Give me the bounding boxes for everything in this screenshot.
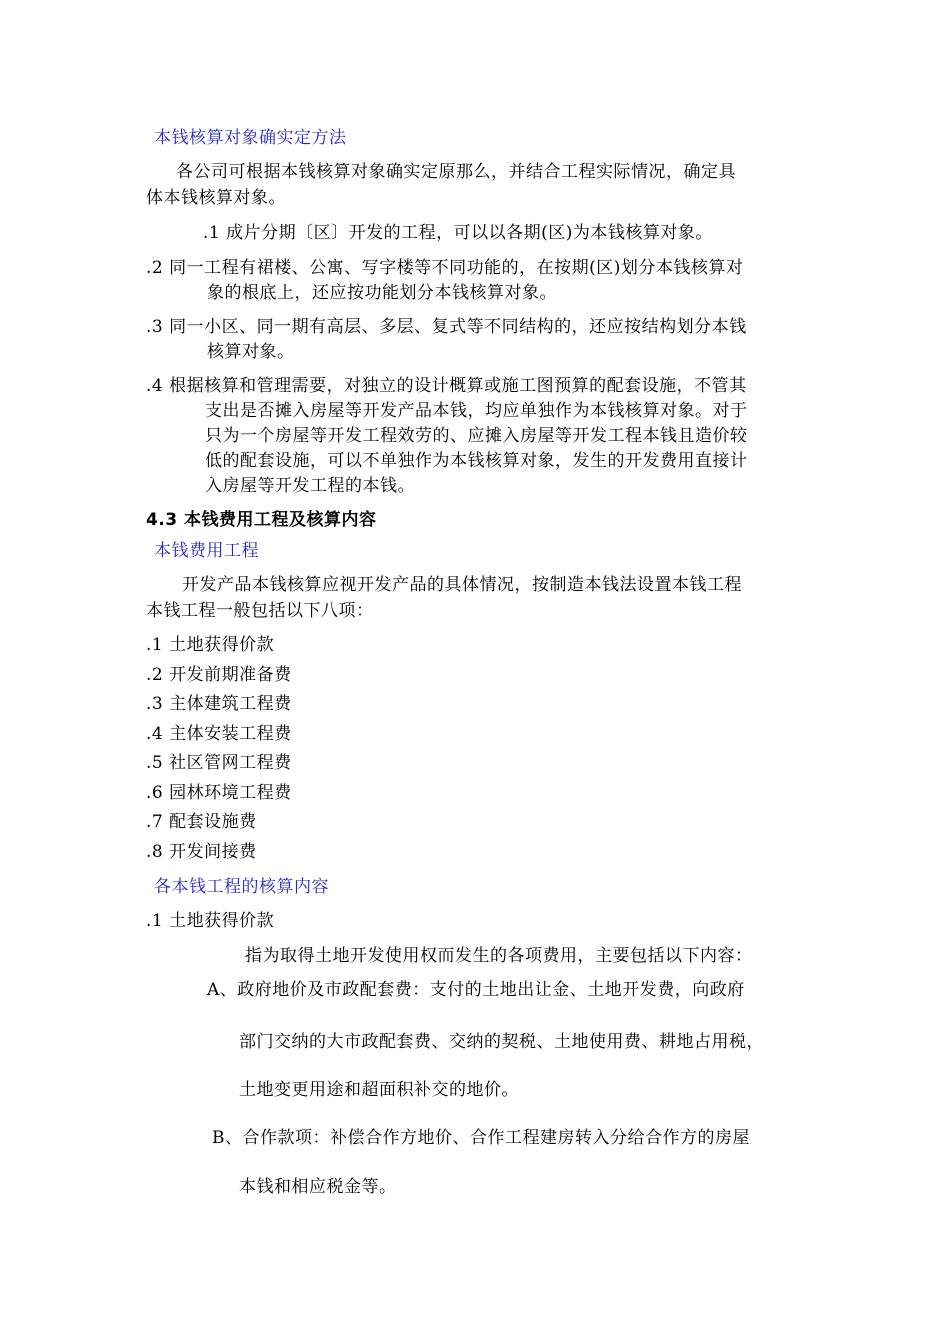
list-item-continuation: 低的配套设施，可以不单独作为本钱核算对象，发生的开发费用直接计 bbox=[205, 451, 748, 471]
list-item-continuation: 只为一个房屋等开发工程效劳的、应摊入房屋等开发工程本钱且造价较 bbox=[205, 426, 748, 446]
list-item: .4 根据核算和管理需要，对独立的设计概算或施工图预算的配套设施，不管其 bbox=[146, 376, 747, 396]
list-item: .1 土地获得价款 bbox=[146, 635, 275, 655]
list-item: .3 主体建筑工程费 bbox=[146, 694, 292, 714]
list-item-continuation: 入房屋等开发工程的本钱。 bbox=[205, 476, 415, 496]
list-item: .3 同一小区、同一期有高层、多层、复式等不同结构的，还应按结构划分本钱 bbox=[146, 317, 747, 337]
list-item: .4 主体安装工程费 bbox=[146, 724, 292, 744]
sub-item-continuation: 本钱和相应税金等。 bbox=[239, 1177, 397, 1197]
section-heading: 本钱费用工程 bbox=[154, 541, 259, 561]
section-title: 4.3 本钱费用工程及核算内容 bbox=[146, 510, 377, 530]
list-item-continuation: 支出是否摊入房屋等开发产品本钱，均应单独作为本钱核算对象。对于 bbox=[205, 401, 748, 421]
list-item: .1 成片分期〔区〕开发的工程，可以以各期(区)为本钱核算对象。 bbox=[203, 223, 713, 243]
sub-item: B、合作款项：补偿合作方地价、合作工程建房转入分给合作方的房屋 bbox=[212, 1128, 750, 1148]
list-item: .6 园林环境工程费 bbox=[146, 783, 292, 803]
list-item: .5 社区管网工程费 bbox=[146, 753, 292, 773]
paragraph-line: 本钱工程一般包括以下八项： bbox=[146, 601, 374, 621]
list-item-continuation: 核算对象。 bbox=[207, 342, 295, 362]
list-item: .2 开发前期准备费 bbox=[146, 665, 292, 685]
section-heading: 本钱核算对象确实定方法 bbox=[154, 128, 347, 148]
list-item: .1 土地获得价款 bbox=[146, 911, 275, 931]
sub-item: A、政府地价及市政配套费：支付的土地出让金、土地开发费，向政府 bbox=[207, 980, 745, 1000]
paragraph-line: 指为取得土地开发使用权而发生的各项费用，主要包括以下内容： bbox=[245, 946, 753, 966]
paragraph-line: 开发产品本钱核算应视开发产品的具体情况，按制造本钱法设置本钱工程 bbox=[182, 575, 742, 595]
list-item: .2 同一工程有裙楼、公寓、写字楼等不同功能的，在按期(区)划分本钱核算对 bbox=[146, 258, 744, 278]
paragraph-line: 各公司可根据本钱核算对象确实定原那么，并结合工程实际情况，确定具 bbox=[176, 162, 736, 182]
list-item: .8 开发间接费 bbox=[146, 842, 257, 862]
list-item-continuation: 象的根底上，还应按功能划分本钱核算对象。 bbox=[207, 283, 557, 303]
sub-item-continuation: 部门交纳的大市政配套费、交纳的契税、土地使用费、耕地占用税， bbox=[239, 1032, 764, 1052]
paragraph-line: 体本钱核算对象。 bbox=[146, 188, 286, 208]
sub-item-continuation: 土地变更用途和超面积补交的地价。 bbox=[239, 1080, 519, 1100]
section-heading: 各本钱工程的核算内容 bbox=[154, 877, 329, 897]
list-item: .7 配套设施费 bbox=[146, 812, 257, 832]
